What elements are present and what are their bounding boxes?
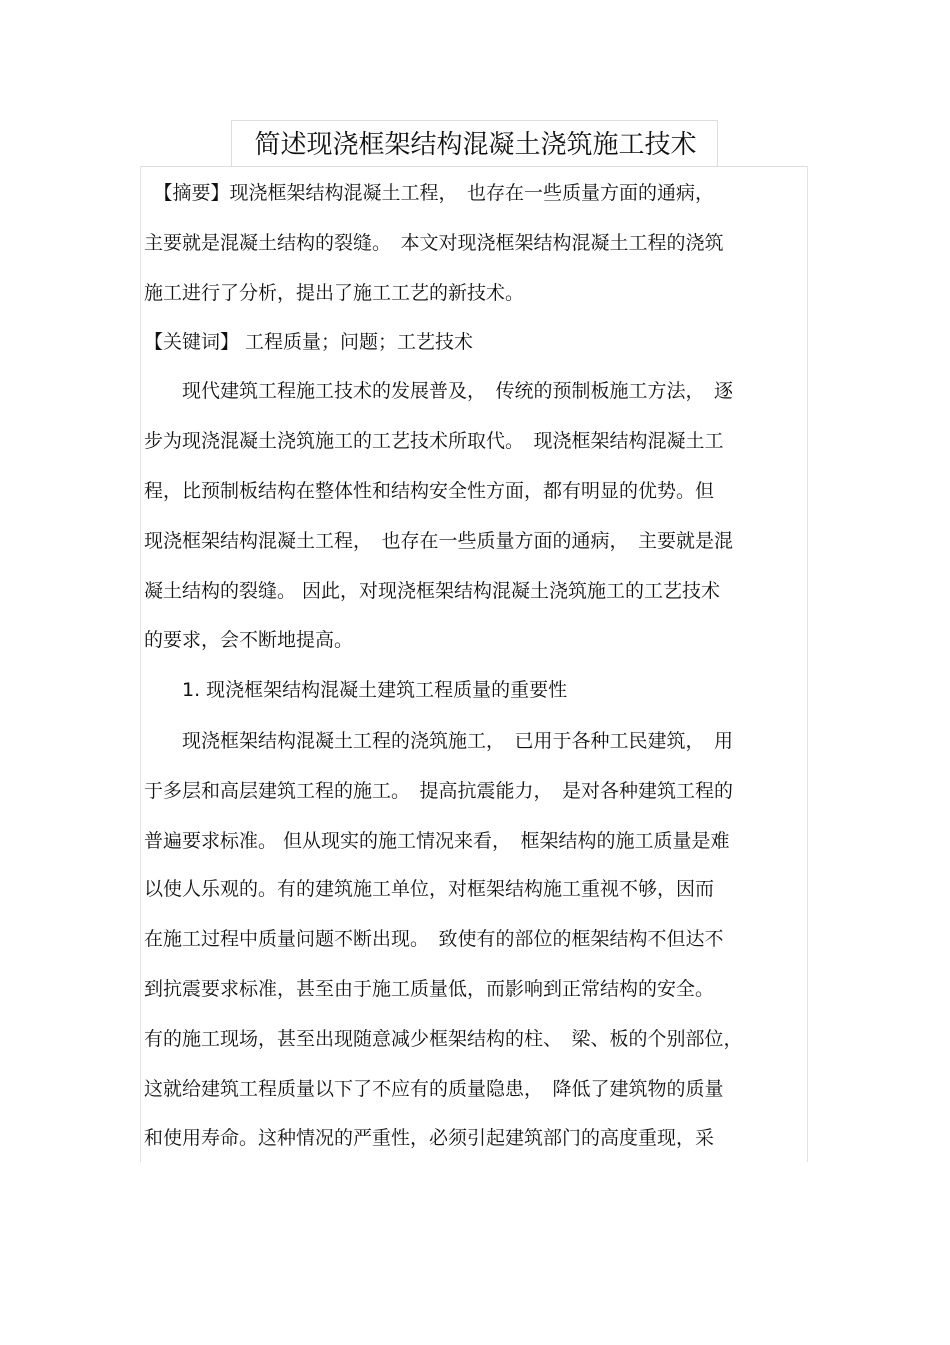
body-line: 凝土结构的裂缝。 因此，对现浇框架结构混凝土浇筑施工的工艺技术 — [144, 580, 721, 602]
body-line: 现代建筑工程施工技术的发展普及， 传统的预制板施工方法， 逐 — [144, 380, 734, 402]
body-line: 普遍要求标准。 但从现实的施工情况来看， 框架结构的施工质量是难 — [144, 830, 730, 852]
keywords-line: 【关键词】 工程质量；问题；工艺技术 — [144, 331, 474, 353]
section-heading: 1. 现浇框架结构混凝土建筑工程质量的重要性 — [144, 679, 568, 701]
body-line: 在施工过程中质量问题不断出现。 致使有的部位的框架结构不但达不 — [144, 928, 724, 950]
body-line: 程，比预制板结构在整体性和结构安全性方面，都有明显的优势。但 — [144, 480, 715, 502]
body-line: 施工进行了分析，提出了施工工艺的新技术。 — [144, 282, 525, 304]
body-line: 现浇框架结构混凝土工程的浇筑施工， 已用于各种工民建筑， 用 — [144, 730, 734, 752]
body-line: 于多层和高层建筑工程的施工。 提高抗震能力， 是对各种建筑工程的 — [144, 780, 734, 802]
body-line: 现浇框架结构混凝土工程， 也存在一些质量方面的通病， 主要就是混 — [144, 530, 734, 552]
document-title: 简述现浇框架结构混凝土浇筑施工技术 — [254, 130, 697, 160]
body-line: 到抗震要求标准，甚至由于施工质量低，而影响到正常结构的安全。 — [144, 978, 715, 1000]
title-box — [231, 120, 718, 166]
frame-top-border — [140, 166, 808, 167]
frame-right-border — [807, 166, 808, 1162]
body-line: 以使人乐观的。有的建筑施工单位，对框架结构施工重视不够，因而 — [144, 878, 715, 900]
body-line: 和使用寿命。这种情况的严重性，必须引起建筑部门的高度重现，采 — [144, 1127, 715, 1149]
frame-left-border — [140, 166, 141, 1162]
body-line: 【摘要】现浇框架结构混凝土工程， 也存在一些质量方面的通病， — [144, 182, 715, 204]
body-line: 主要就是混凝土结构的裂缝。 本文对现浇框架结构混凝土工程的浇筑 — [144, 232, 724, 254]
body-line: 的要求，会不断地提高。 — [144, 629, 354, 651]
body-line: 这就给建筑工程质量以下了不应有的质量隐患， 降低了建筑物的质量 — [144, 1078, 724, 1100]
body-line: 有的施工现场，甚至出现随意减少框架结构的柱、 梁、板的个别部位， — [144, 1028, 743, 1050]
body-line: 步为现浇混凝土浇筑施工的工艺技术所取代。 现浇框架结构混凝土工 — [144, 430, 724, 452]
